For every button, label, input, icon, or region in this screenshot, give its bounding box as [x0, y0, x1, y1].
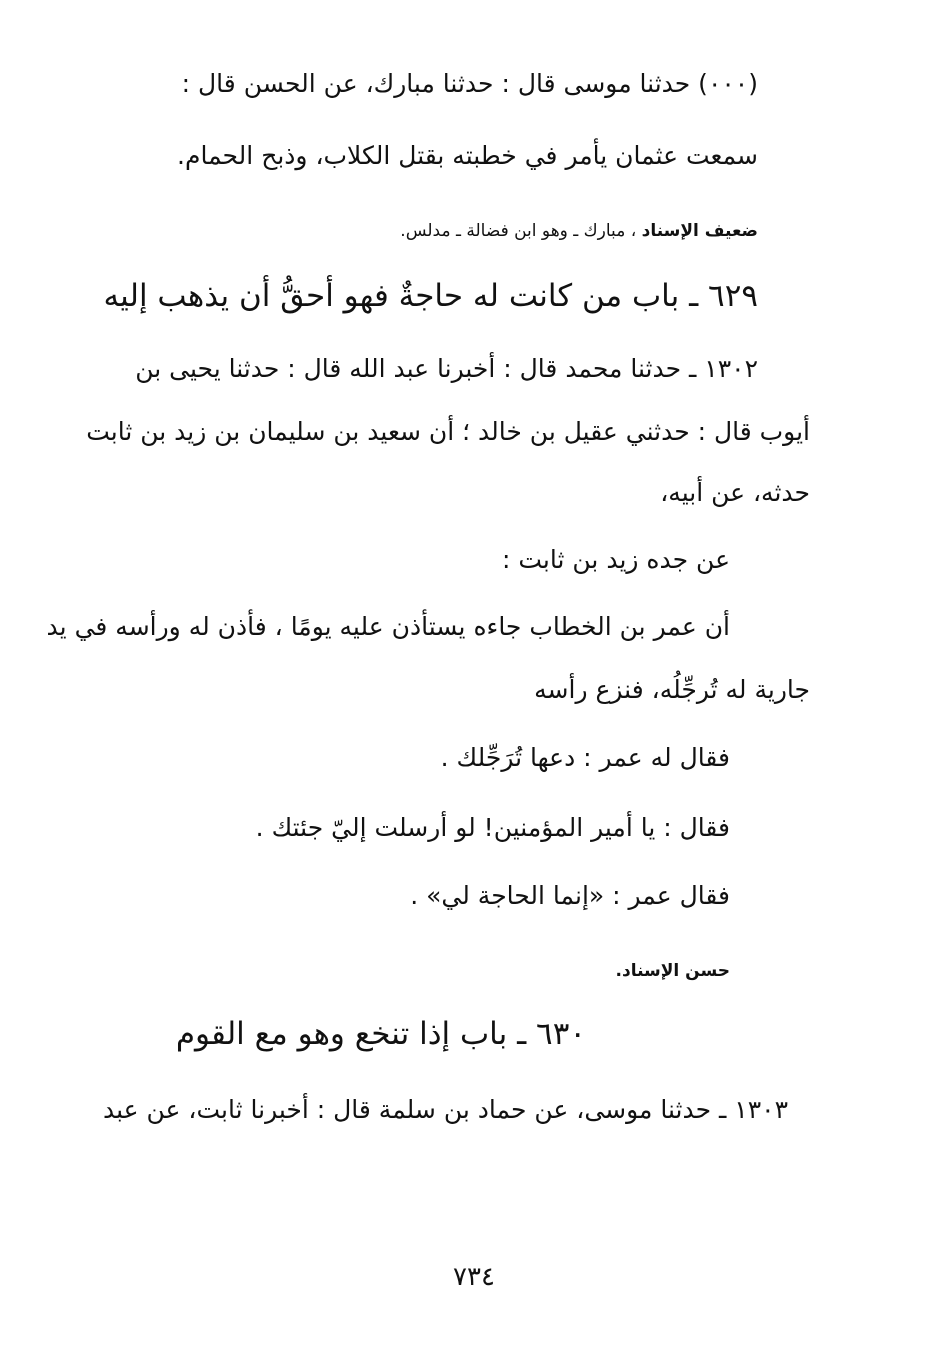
chapter-heading-629: ٦٢٩ ـ باب من كانت له حاجةٌ فهو أحقُّ أن يذهب إليه [103, 278, 758, 314]
hadith-1302-line-9: فقال عمر : «إنما الحاجة لي» . [410, 881, 730, 910]
grade-label: ضعيف الإسناد [641, 221, 758, 241]
grade-note-1 [400, 218, 758, 244]
hadith-1302-line-5: أن عمر بن الخطاب جاءه يستأذن عليه يومًا ، فأذن له ورأسه في يد [46, 612, 730, 641]
hadith-1302-line-8: فقال : يا أمير المؤمنين! لو أرسلت إليّ جئتك . [255, 813, 730, 842]
hadith-000-line-2: سمعت عثمان يأمر في خطبته بقتل الكلاب، وذبح الحمام. [177, 141, 758, 170]
page-number: ٧٣٤ [453, 1262, 495, 1292]
grade-text: ، مبارك ـ وهو ابن فضالة ـ مدلس. [400, 221, 637, 241]
hadith-1303-line-1: ١٣٠٣ ـ حدثنا موسى، عن حماد بن سلمة قال : أخبرنا ثابت، عن عبد [102, 1095, 788, 1124]
grade-note-2 [616, 958, 730, 984]
grade-label: حسن الإسناد. [615, 961, 730, 981]
hadith-1302-line-7: فقال له عمر : دعها تُرَجِّلك . [440, 743, 730, 772]
hadith-000-line-1: (٠٠٠) حدثنا موسى قال : حدثنا مبارك، عن الحسن قال : [181, 69, 758, 98]
hadith-1302-line-1: ١٣٠٢ ـ حدثنا محمد قال : أخبرنا عبد الله قال : حدثنا يحيى بن [135, 354, 758, 383]
hadith-1302-line-2: أيوب قال : حدثني عقيل بن خالد ؛ أن سعيد بن سليمان بن زيد بن ثابت [86, 417, 810, 446]
chapter-heading-630: ٦٣٠ ـ باب إذا تنخع وهو مع القوم [175, 1016, 586, 1052]
hadith-1302-line-6: جارية له تُرجِّلُه، فنزع رأسه [534, 675, 810, 704]
hadith-1302-line-4: عن جده زيد بن ثابت : [501, 545, 730, 574]
hadith-1302-line-3: حدثه، عن أبيه، [660, 478, 810, 507]
